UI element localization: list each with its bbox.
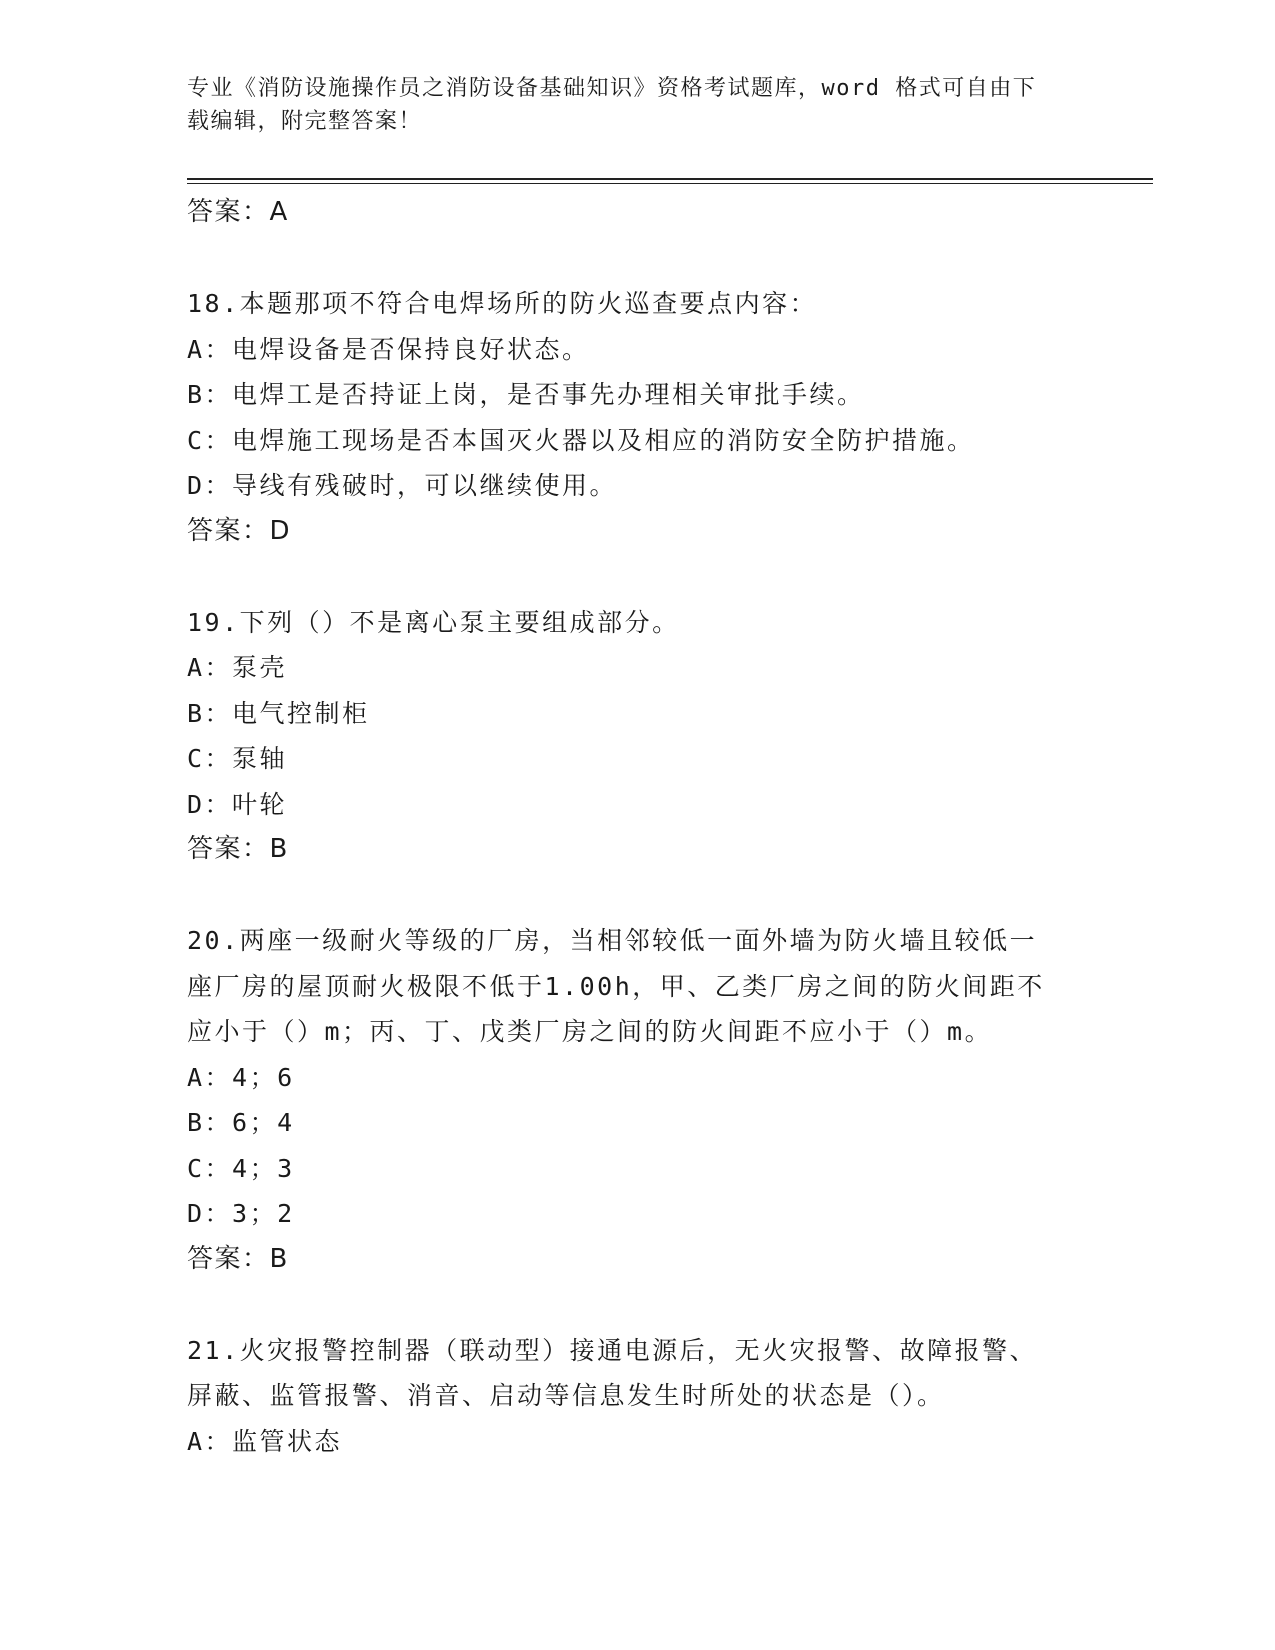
header-line-2: 载编辑，附完整答案！	[187, 109, 423, 134]
option-b: B：电焊工是否持证上岗，是否事先办理相关审批手续。	[187, 380, 865, 409]
question-21	[187, 1328, 1107, 1465]
answer: 答案：D	[187, 515, 292, 546]
option-b: B：6；4	[187, 1108, 295, 1137]
question-19	[187, 600, 1107, 873]
question-18	[187, 281, 1107, 554]
option-a: A：电焊设备是否保持良好状态。	[187, 334, 590, 364]
option-a: A：监管状态	[187, 1426, 343, 1456]
question-text-line-1: 21.火灾报警控制器（联动型）接通电源后，无火灾报警、故障报警、	[187, 1335, 1038, 1365]
question-text: 18.本题那项不符合电焊场所的防火巡查要点内容：	[187, 289, 818, 318]
question-list	[187, 190, 1107, 1464]
option-d: D：3；2	[187, 1199, 295, 1228]
spacer	[187, 554, 1107, 600]
header-divider-thick	[187, 178, 1153, 180]
question-text-line-3: 应小于（）m；丙、丁、戊类厂房之间的防火间距不应小于（）m。	[187, 1017, 993, 1046]
question-text-line-2: 座厂房的屋顶耐火极限不低于1.00h，甲、乙类厂房之间的防火间距不	[187, 971, 1045, 1001]
header-line-1: 专业《消防设施操作员之消防设备基础知识》资格考试题库，word 格式可自由下	[187, 76, 1037, 101]
option-c: C：4；3	[187, 1153, 295, 1183]
header-divider-thin	[187, 183, 1153, 184]
option-b: B：电气控制柜	[187, 698, 370, 728]
option-a: A：4；6	[187, 1062, 295, 1092]
option-c: C：电焊施工现场是否本国灭火器以及相应的消防安全防护措施。	[187, 425, 975, 455]
question-text-line-2: 屏蔽、监管报警、消音、启动等信息发生时所处的状态是（）。	[187, 1381, 945, 1410]
spacer	[187, 873, 1107, 919]
option-a: A：泵壳	[187, 653, 288, 682]
question-text-line-1: 20.两座一级耐火等级的厂房，当相邻较低一面外墙为防火墙且较低一	[187, 926, 1038, 955]
spacer	[187, 236, 1107, 282]
question-text: 19.下列（）不是离心泵主要组成部分。	[187, 607, 680, 637]
option-d: D：叶轮	[187, 789, 288, 819]
document-header	[187, 72, 1067, 138]
spacer	[187, 1282, 1107, 1328]
answer: 答案：B	[187, 1243, 289, 1274]
previous-answer: 答案：A	[187, 197, 289, 227]
option-d: D：导线有残破时，可以继续使用。	[187, 471, 618, 500]
question-20	[187, 918, 1107, 1282]
option-c: C：泵轴	[187, 744, 288, 773]
answer: 答案：B	[187, 834, 289, 864]
